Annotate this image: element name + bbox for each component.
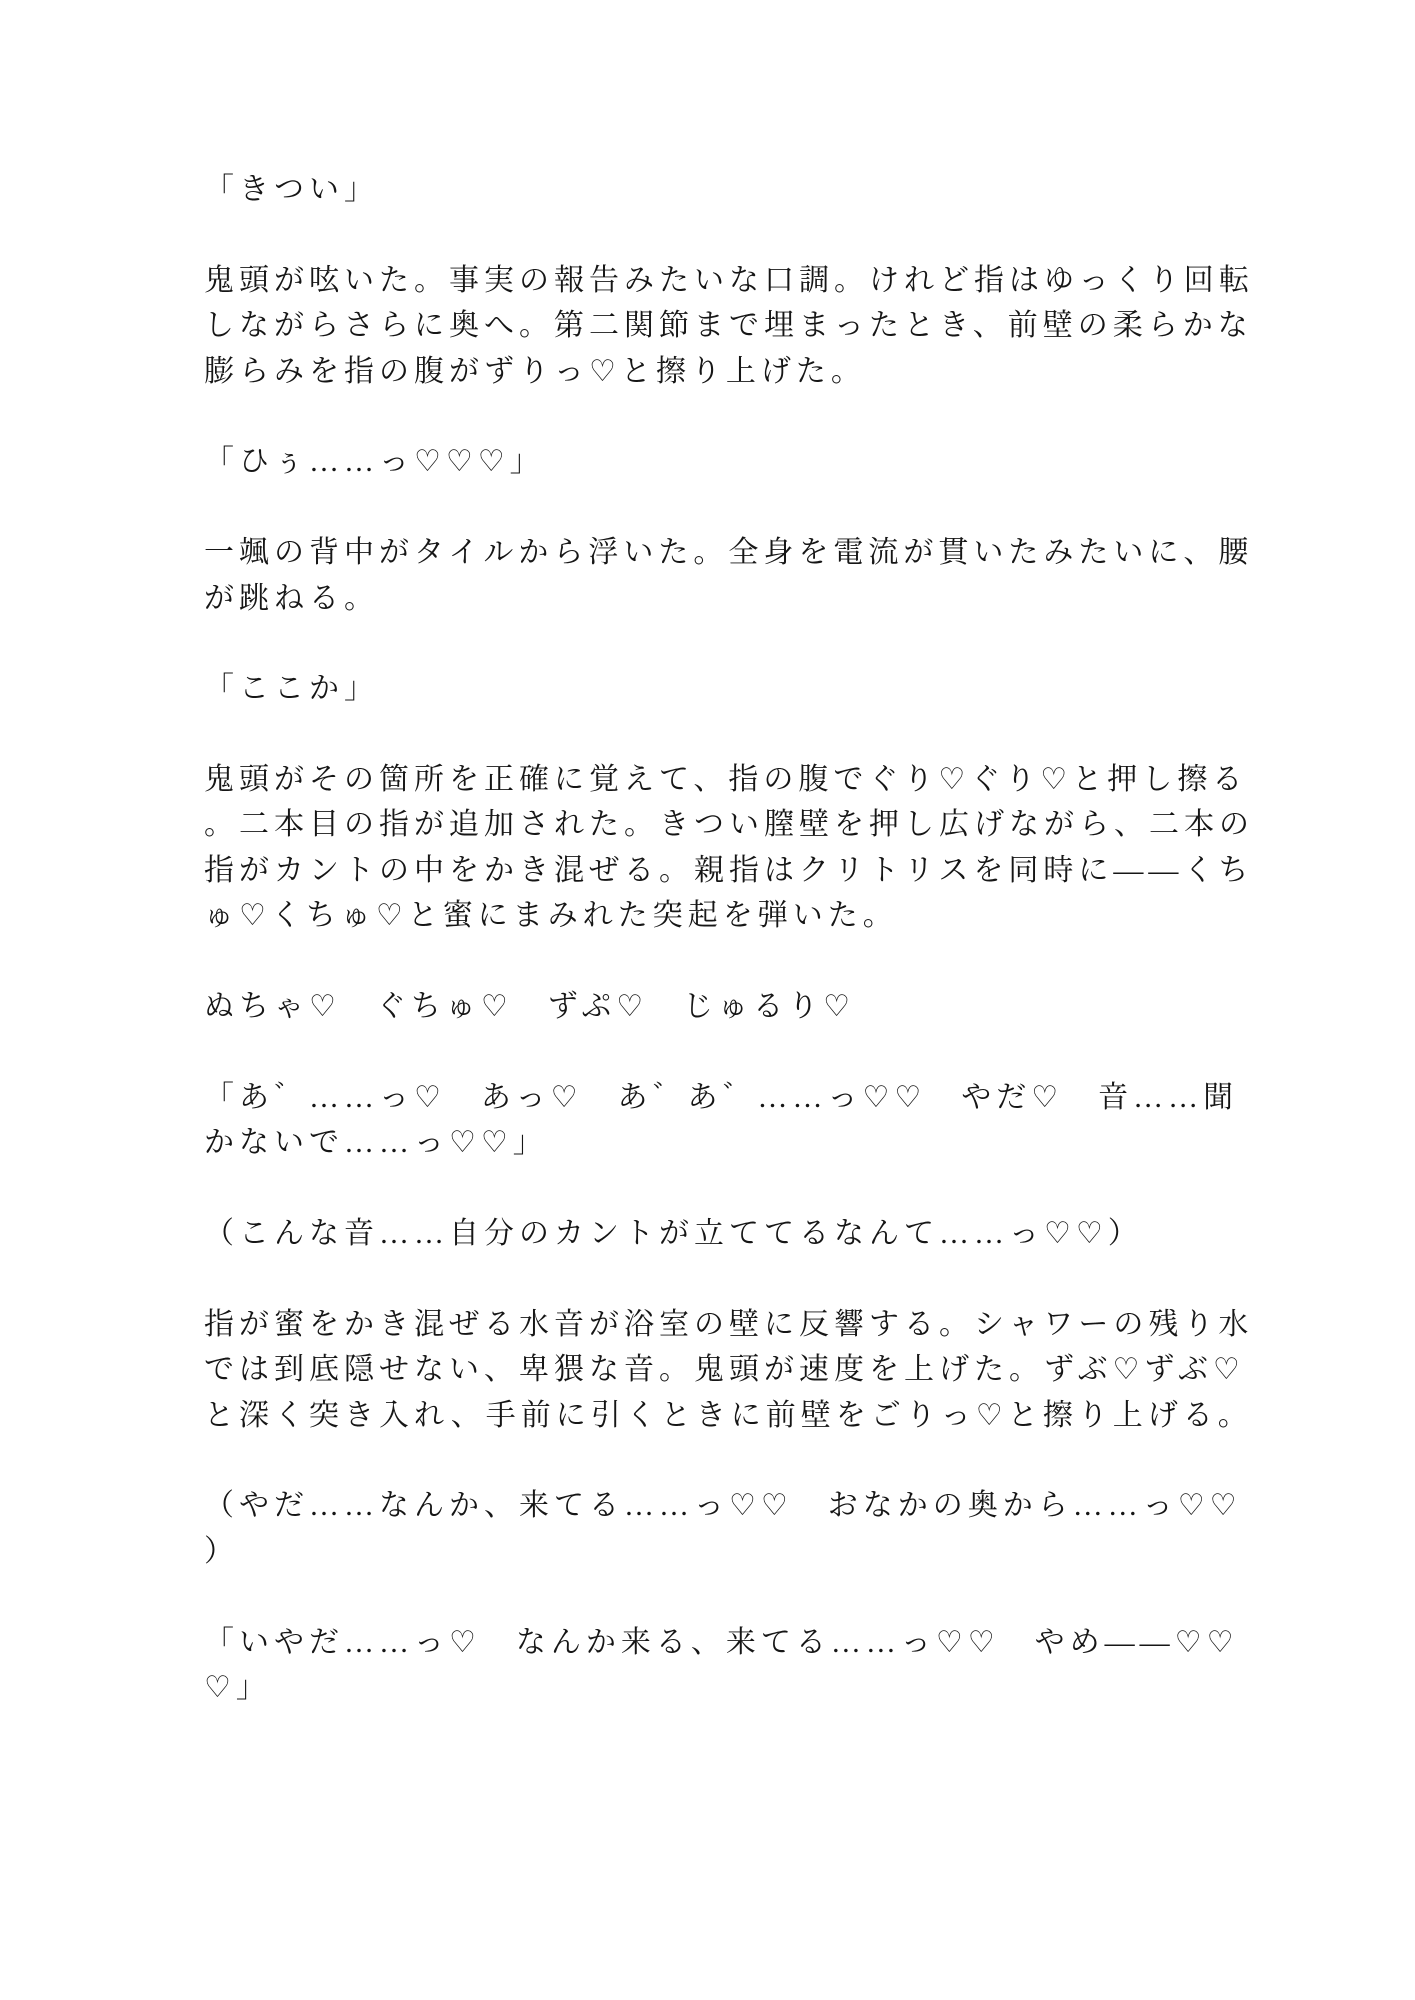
text-line: と深く突き入れ、手前に引くときに前壁をごりっ♡と擦り上げる。 — [204, 1398, 1253, 1432]
paragraph-dialogue — [204, 666, 1334, 711]
text-line: 「いやだ……っ♡ なんか来る、来てる……っ♡♡ やめ——♡♡ — [204, 1625, 1239, 1659]
text-line: （こんな音……自分のカントが立ててるなんて……っ♡♡） — [204, 1216, 1143, 1250]
text-line: しながらさらに奥へ。第二関節まで埋まったとき、前壁の柔らかな — [204, 309, 1253, 343]
text-line: かないで……っ♡♡」 — [204, 1126, 548, 1160]
text-line: ゅ♡くちゅ♡と蜜にまみれた突起を弾いた。 — [204, 899, 898, 933]
story-text-block — [204, 167, 1334, 1710]
text-line: 「あ゛……っ♡ あっ♡ あ゛あ゛……っ♡♡ やだ♡ 音……聞 — [204, 1080, 1239, 1114]
text-line: 膨らみを指の腹がずりっ♡と擦り上げた。 — [204, 354, 866, 388]
paragraph-sfx — [204, 984, 1334, 1029]
text-line: 「きつい」 — [204, 173, 379, 206]
text-line: ） — [204, 1534, 239, 1568]
paragraph-narration — [204, 757, 1334, 939]
paragraph-dialogue — [204, 1075, 1334, 1166]
text-line: ♡」 — [204, 1670, 271, 1704]
text-line: 鬼頭が呟いた。事実の報告みたいな口調。けれど指はゆっくり回転 — [204, 263, 1254, 297]
text-line: 鬼頭がその箇所を正確に覚えて、指の腹でぐり♡ぐり♡と押し擦る — [204, 763, 1248, 797]
paragraph-thought — [204, 1211, 1334, 1256]
text-line: ぬちゃ♡ ぐちゅ♡ ずぷ♡ じゅるり♡ — [204, 990, 856, 1024]
paragraph-thought — [204, 1483, 1334, 1574]
text-line: 「ここか」 — [204, 672, 379, 706]
text-line: （やだ……なんか、来てる……っ♡♡ おなかの奥から……っ♡♡ — [204, 1489, 1242, 1523]
text-line: 指が蜜をかき混ぜる水音が浴室の壁に反響する。シャワーの残り水 — [204, 1307, 1254, 1341]
text-line: 「ひぅ……っ♡♡♡」 — [204, 445, 545, 479]
text-line: が跳ねる。 — [204, 581, 379, 615]
paragraph-narration — [204, 530, 1334, 621]
paragraph-dialogue — [204, 439, 1334, 484]
paragraph-narration — [204, 258, 1334, 394]
paragraph-narration — [204, 1302, 1334, 1438]
paragraph-dialogue — [204, 1620, 1334, 1711]
text-line: では到底隠せない、卑猥な音。鬼頭が速度を上げた。ずぶ♡ずぶ♡ — [204, 1353, 1245, 1387]
paragraph-dialogue — [204, 167, 1334, 212]
text-line: 指がカントの中をかき混ぜる。親指はクリトリスを同時に——くち — [204, 853, 1254, 887]
text-line: 一颯の背中がタイルから浮いた。全身を電流が貫いたみたいに、腰 — [204, 536, 1254, 570]
text-line: 。二本目の指が追加された。きつい膣壁を押し広げながら、二本の — [204, 808, 1254, 842]
